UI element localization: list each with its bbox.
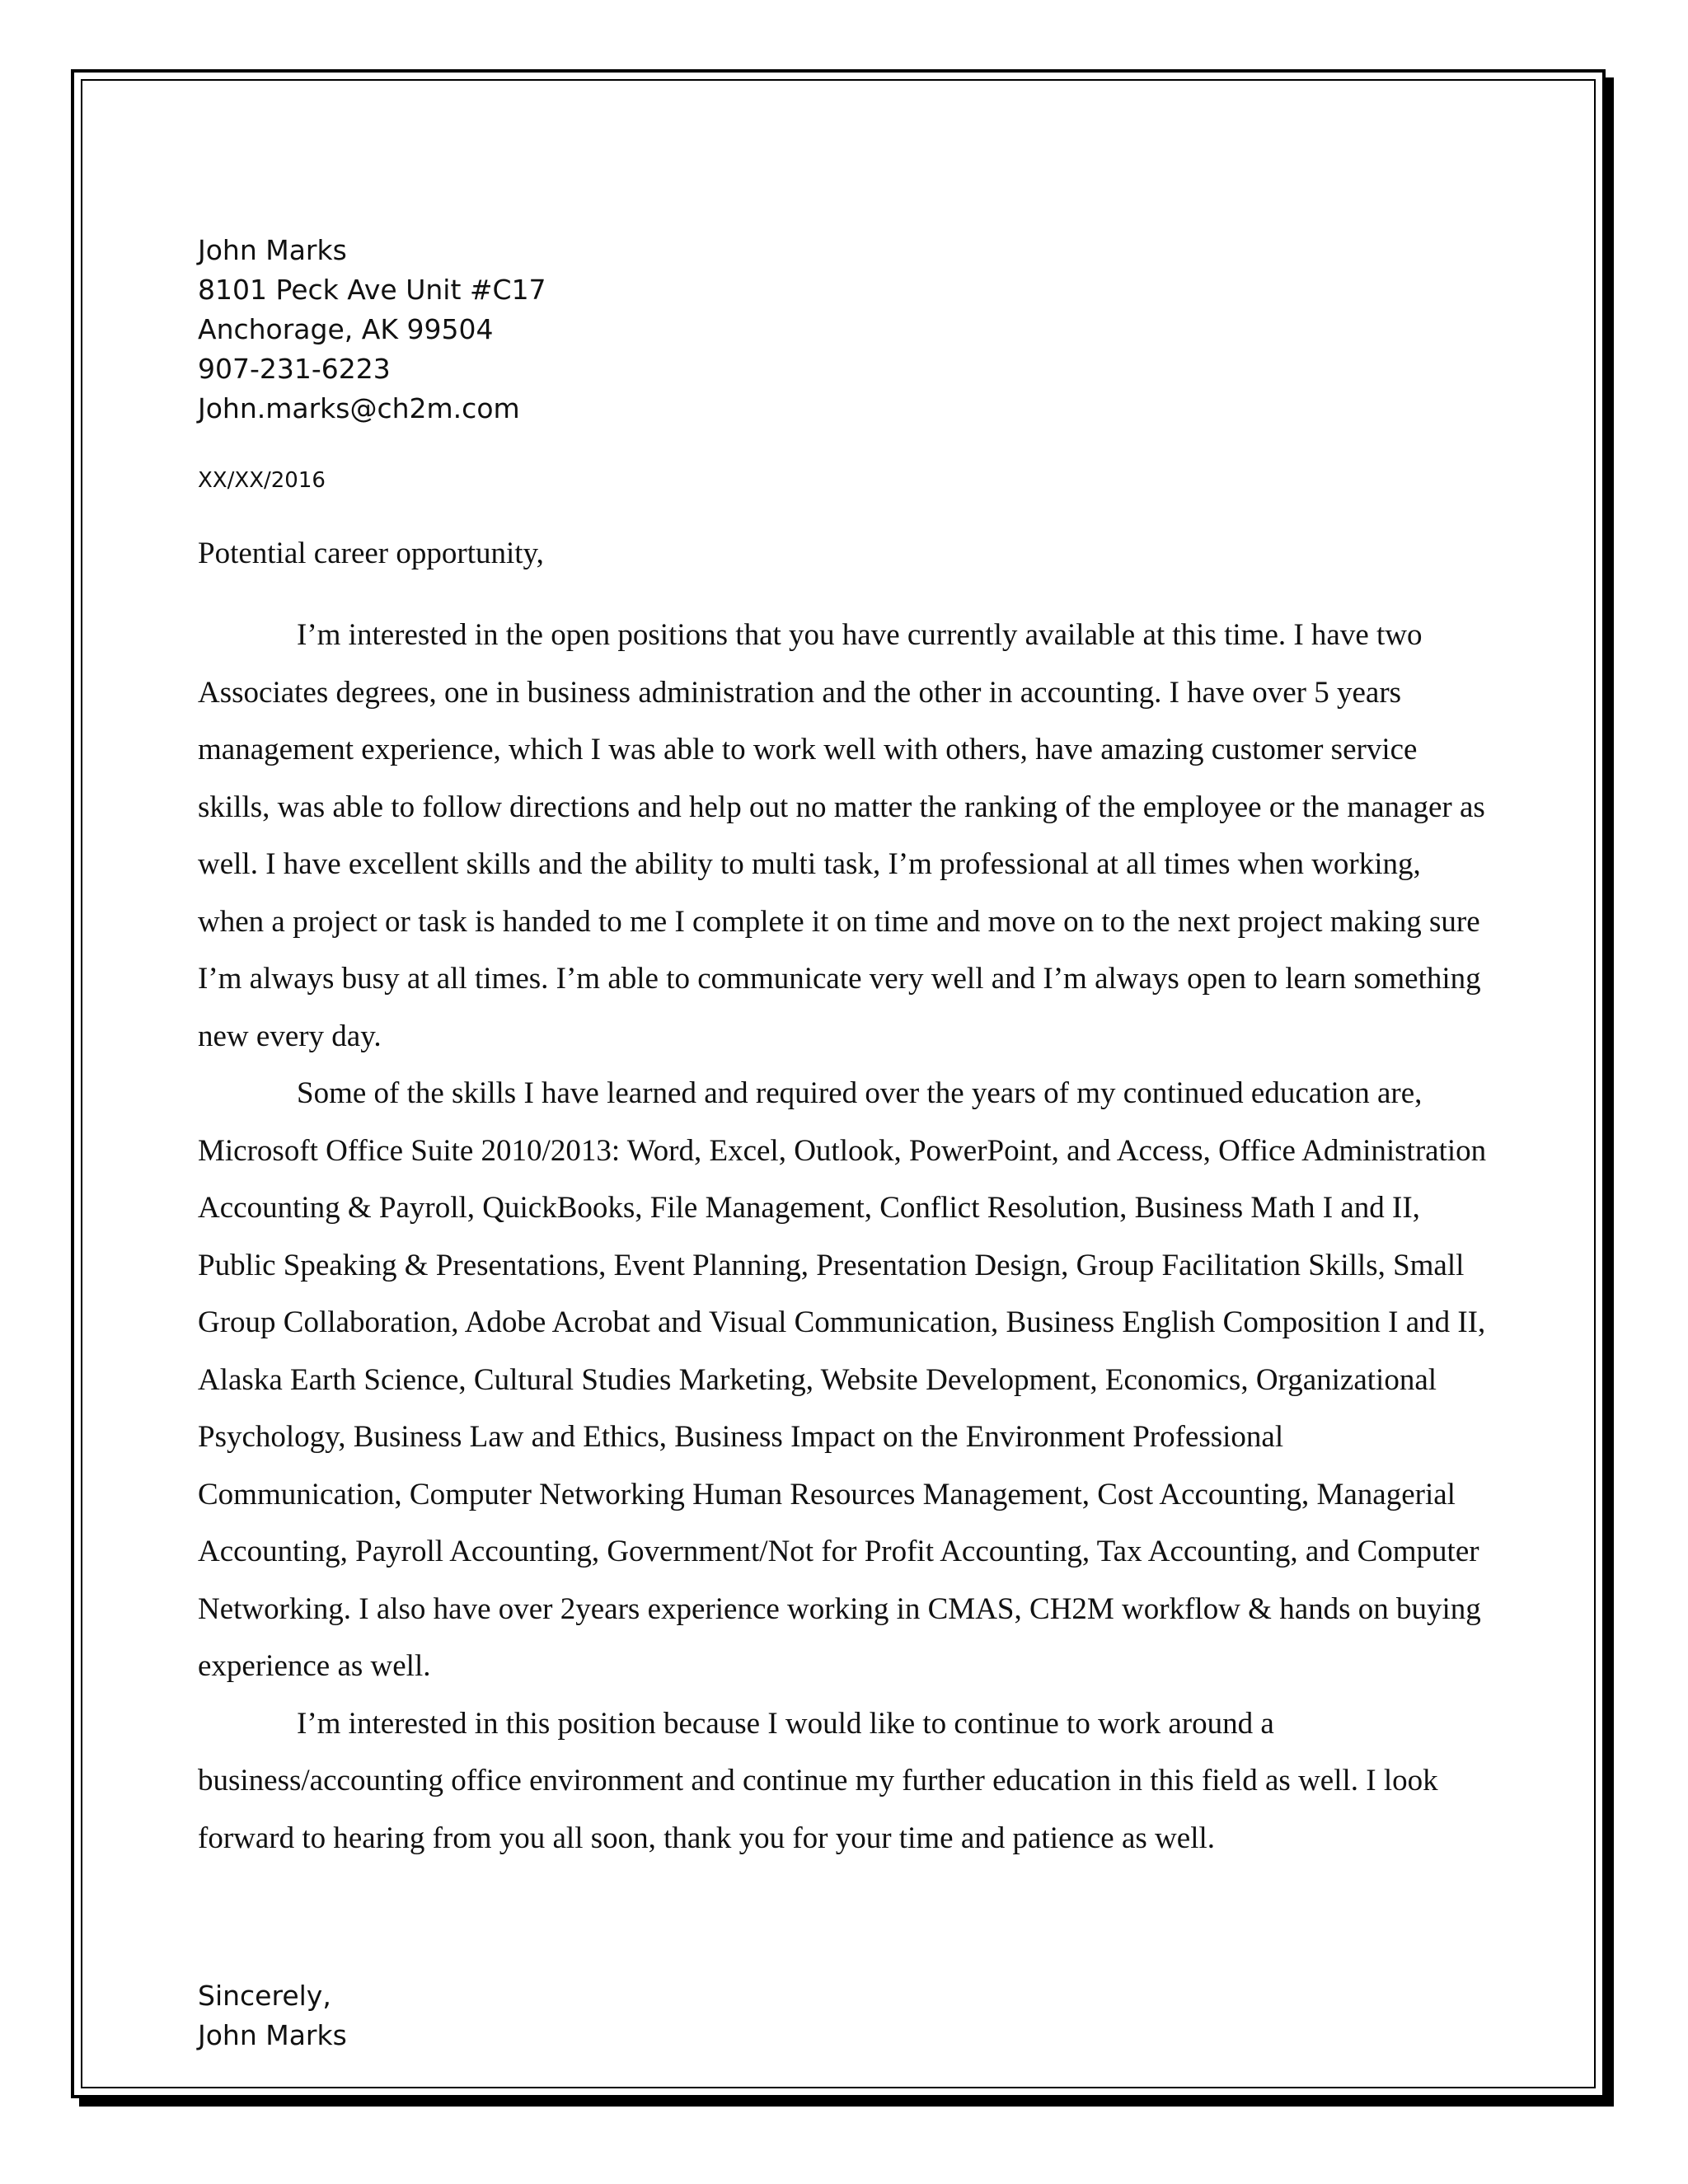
sender-phone: 907-231-6223 xyxy=(198,353,391,385)
sender-email: John.marks@ch2m.com xyxy=(198,392,520,424)
sender-block xyxy=(198,231,546,429)
sender-name: John Marks xyxy=(198,234,347,266)
salutation: Potential career opportunity, xyxy=(198,537,544,570)
letter-date: XX/XX/2016 xyxy=(198,468,326,493)
body-paragraph-3: I’m interested in this position because I would like to continue to work around a business/accounting office environment and continue my further education in this field as well. I look forward to hearing from you all soon, thank you for your time and patience as well. xyxy=(198,1706,1438,1855)
body-paragraph-1: I’m interested in the open positions that you have currently available at this time. I have two Associates degrees, one in business administration and the other in accounting. I have over 5 years management experience, which I was able to work well with others, have amazing customer service skills, was able to follow directions and help out no matter the ranking of the employee or the manager as well. I have excellent skills and the ability to multi task, I’m professional at all times when working, when a project or task is handed to me I complete it on time and move on to the next project making sure I’m always busy at all times. I’m able to communicate very well and I’m always open to learn something new every day. xyxy=(198,618,1485,1053)
sender-address-line2: Anchorage, AK 99504 xyxy=(198,313,494,345)
letter-body xyxy=(198,607,1492,1867)
closing-block xyxy=(198,1976,347,2055)
signature-name: John Marks xyxy=(198,2019,347,2051)
sender-address-line1: 8101 Peck Ave Unit #C17 xyxy=(198,274,546,306)
body-paragraph-2: Some of the skills I have learned and required over the years of my continued education are, Microsoft Office Suite 2010/2013: Word, Excel, Outlook, PowerPoint, and Access, Office Administration Accounting & Payroll, QuickBooks, File Management, Conflict Resolution, Business Math I and II, Public Speaking & Presentations, Event Planning, Presentation Design, Group Facilitation Skills, Small Group Collaboration, Adobe Acrobat and Visual Communication, Business English Composition I and II, Alaska Earth Science, Cultural Studies Marketing, Website Development, Economics, Organizational Psychology, Business Law and Ethics, Business Impact on the Environment Professional Communication, Computer Networking Human Resources Management, Cost Accounting, Managerial Accounting, Payroll Accounting, Government/Not for Profit Accounting, Tax Accounting, and Computer Networking. I also have over 2years experience working in CMAS, CH2M workflow & hands on buying experience as well. xyxy=(198,1076,1487,1683)
valediction: Sincerely, xyxy=(198,1980,331,2012)
